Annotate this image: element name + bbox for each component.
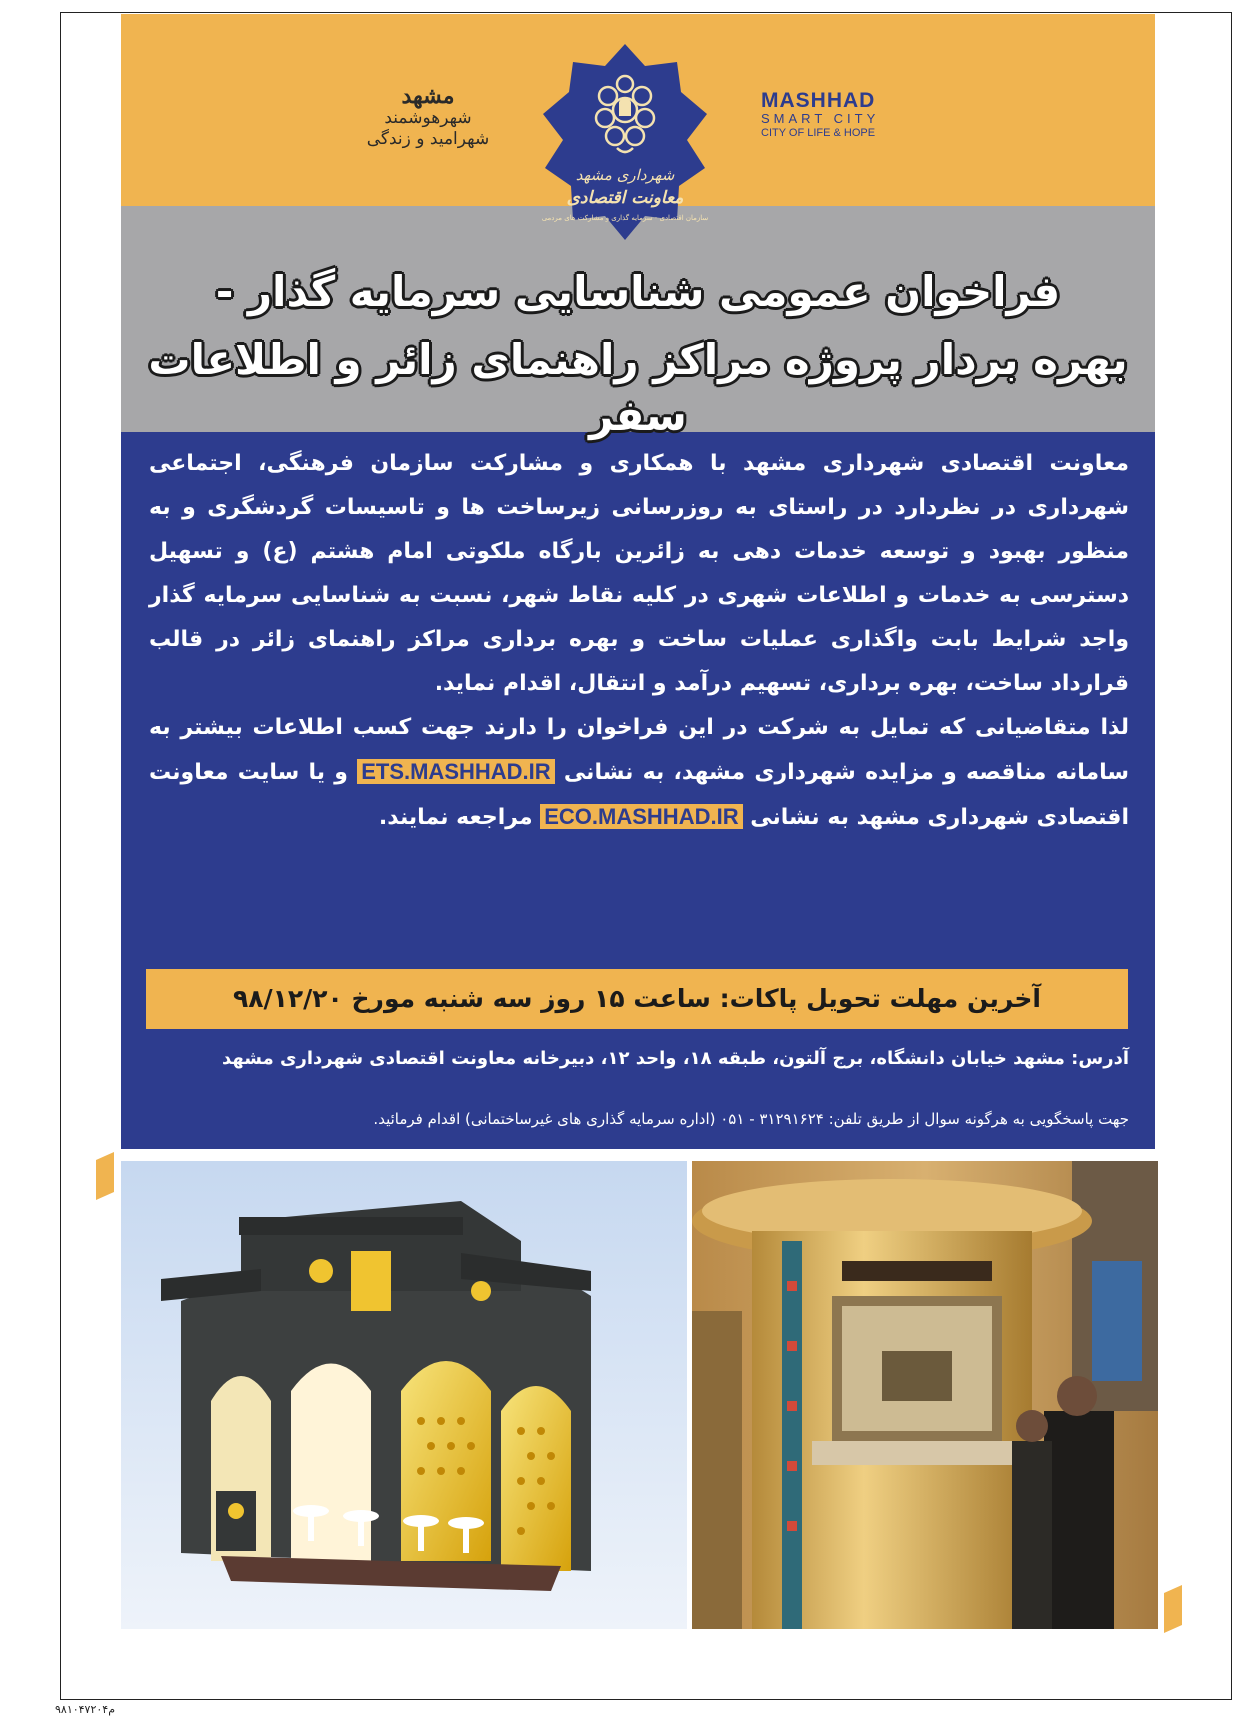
body-paragraph-2-text-c: مراجعه نمایند. — [378, 805, 533, 830]
eco-website-link[interactable]: ECO.MASHHAD.IR — [540, 804, 742, 829]
logo-line-2: شهرهوشمند — [384, 108, 472, 128]
emblem-organization-text: سازمان اقتصادی - سرمایه گذاری و مشارکت های مردمی — [541, 214, 709, 222]
contact-phone: جهت پاسخگویی به هرگونه سوال از طریق تلفن: ۳۱۲۹۱۶۲۴ - ۰۵۱ (اداره سرمایه گذاری های غیرساختمانی) اقدام فرمائید. — [373, 1110, 1129, 1128]
pavilion-render-image — [121, 1161, 687, 1629]
announcement-body — [149, 442, 1129, 840]
logo-smart-city: SMART CITY — [761, 111, 880, 126]
submission-deadline: آخرین مهلت تحویل پاکات: ساعت ۱۵ روز سه شنبه مورخ ۹۸/۱۲/۲۰ — [146, 969, 1128, 1029]
office-address: آدرس: مشهد خیابان دانشگاه، برج آلتون، طبقه ۱۸، واحد ۱۲، دبیرخانه معاونت اقتصادی شهرداری مشهد — [221, 1048, 1129, 1069]
logo-line-3: شهرامید و زندگی — [366, 129, 490, 149]
emblem-municipality-text: شهرداری مشهد — [575, 166, 675, 184]
info-kiosk-photo — [692, 1161, 1158, 1629]
mashhad-smart-city-english-logo — [761, 90, 931, 140]
advertisement — [121, 14, 1155, 1149]
logo-line-1: مشهد — [401, 83, 455, 109]
ets-website-link[interactable]: ETS.MASHHAD.IR — [357, 759, 554, 784]
body-paragraph-2-text-b: و یا سایت معاونت اقتصادی شهرداری مشهد به نشانی — [149, 760, 1129, 830]
mashhad-smart-city-persian-logo — [343, 84, 513, 150]
emblem-deputy-text: معاونت اقتصادی — [566, 188, 684, 208]
logo-mashhad: MASHHAD — [761, 89, 876, 112]
corner-accent-icon — [96, 1152, 114, 1200]
headline-line-2: بهره بردار پروژه مراکز راهنمای زائر و اطلاعات سفر — [148, 335, 1128, 440]
body-paragraph-1: معاونت اقتصادی شهرداری مشهد با همکاری و مشارکت سازمان فرهنگی، اجتماعی شهرداری در نظردارد در راستای به روزرسانی زیرساخت ها و تاسیسات گردشگری و به منظور بهبود و توسعه خدمات دهی به زائرین بارگاه ملکوتی امام هشتم (ع) و تسهیل دسترسی به خدمات و اطلاعات شهری در کلیه نقاط شهر، نسبت به شناسایی سرمایه گذار واجد شرایط بابت واگذاری عملیات ساخت و بهره برداری مراکز راهنمای زائر در قالب قرارداد ساخت، بهره برداری، تسهیم درآمد و انتقال، اقدام نماید. — [149, 451, 1129, 696]
reference-number: م۹۸۱۰۴۷۲۰۴ — [55, 1703, 115, 1716]
municipality-emblem — [537, 44, 713, 244]
corner-accent-icon — [1164, 1585, 1182, 1633]
body-paragraph-2-text-a: لذا متقاضیانی که تمایل به شرکت در این فراخوان را دارند جهت کسب اطلاعات بیشتر به سامانه مناقصه و مزایده شهرداری مشهد، به نشانی — [149, 715, 1129, 785]
logo-tagline: CITY OF LIFE & HOPE — [761, 127, 876, 139]
headline-line-1: فراخوان عمومی شناسایی سرمایه گذار - — [215, 267, 1061, 316]
body-paragraph-2 — [149, 706, 1129, 840]
